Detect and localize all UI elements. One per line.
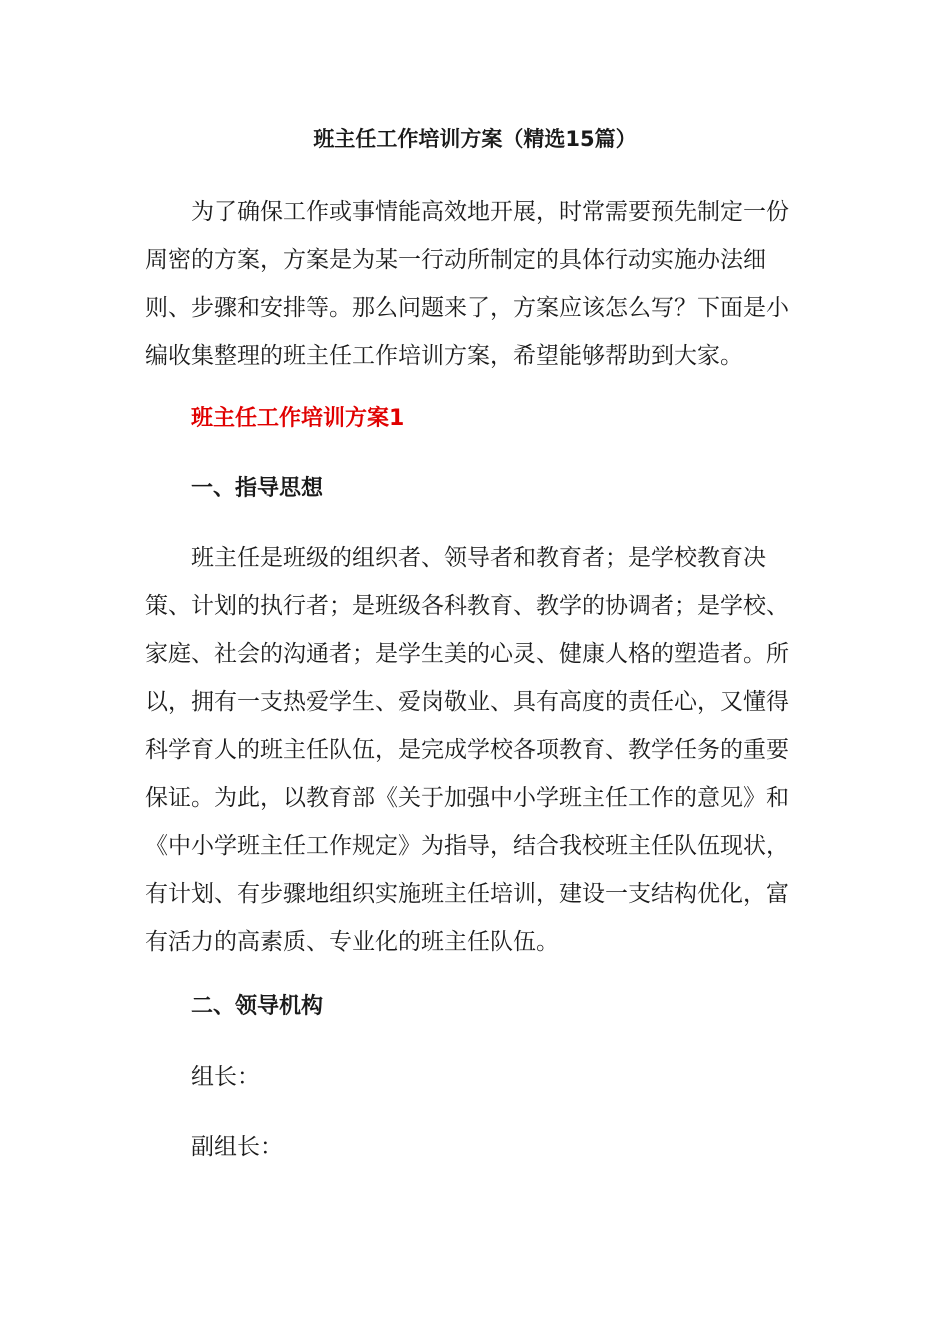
section-title: 班主任工作培训方案1 bbox=[191, 406, 405, 431]
leader-label: 组长： bbox=[191, 1064, 260, 1090]
intro-paragraph: 为了确保工作或事情能高效地开展，时常需要预先制定一份周密的方案，方案是为某一行动所制定的具体行动实施办法细则、步骤和安排等。那么问题来了，方案应该怎么写？下面是小编收集整理的班主任工作培训方案，希望能够帮助到大家。 bbox=[145, 199, 789, 369]
document-title: 班主任工作培训方案（精选15篇） bbox=[313, 127, 637, 151]
heading-guiding-ideology: 一、指导思想 bbox=[191, 476, 324, 501]
body-guiding-ideology: 班主任是班级的组织者、领导者和教育者；是学校教育决策、计划的执行者；是班级各科教育、教学的协调者；是学校、家庭、社会的沟通者；是学生美的心灵、健康人格的塑造者。所以，拥有一支热爱学生、爱岗敬业、具有高度的责任心，又懂得科学育人的班主任队伍，是完成学校各项教育、教学任务的重要保证。为此，以教育部《关于加强中小学班主任工作的意见》和《中小学班主任工作规定》为指导，结合我校班主任队伍现状，有计划、有步骤地组织实施班主任培训，建设一支结构优化，富有活力的高素质、专业化的班主任队伍。 bbox=[145, 545, 789, 955]
deputy-leader-label: 副组长： bbox=[191, 1134, 283, 1160]
heading-leadership: 二、领导机构 bbox=[191, 994, 324, 1019]
